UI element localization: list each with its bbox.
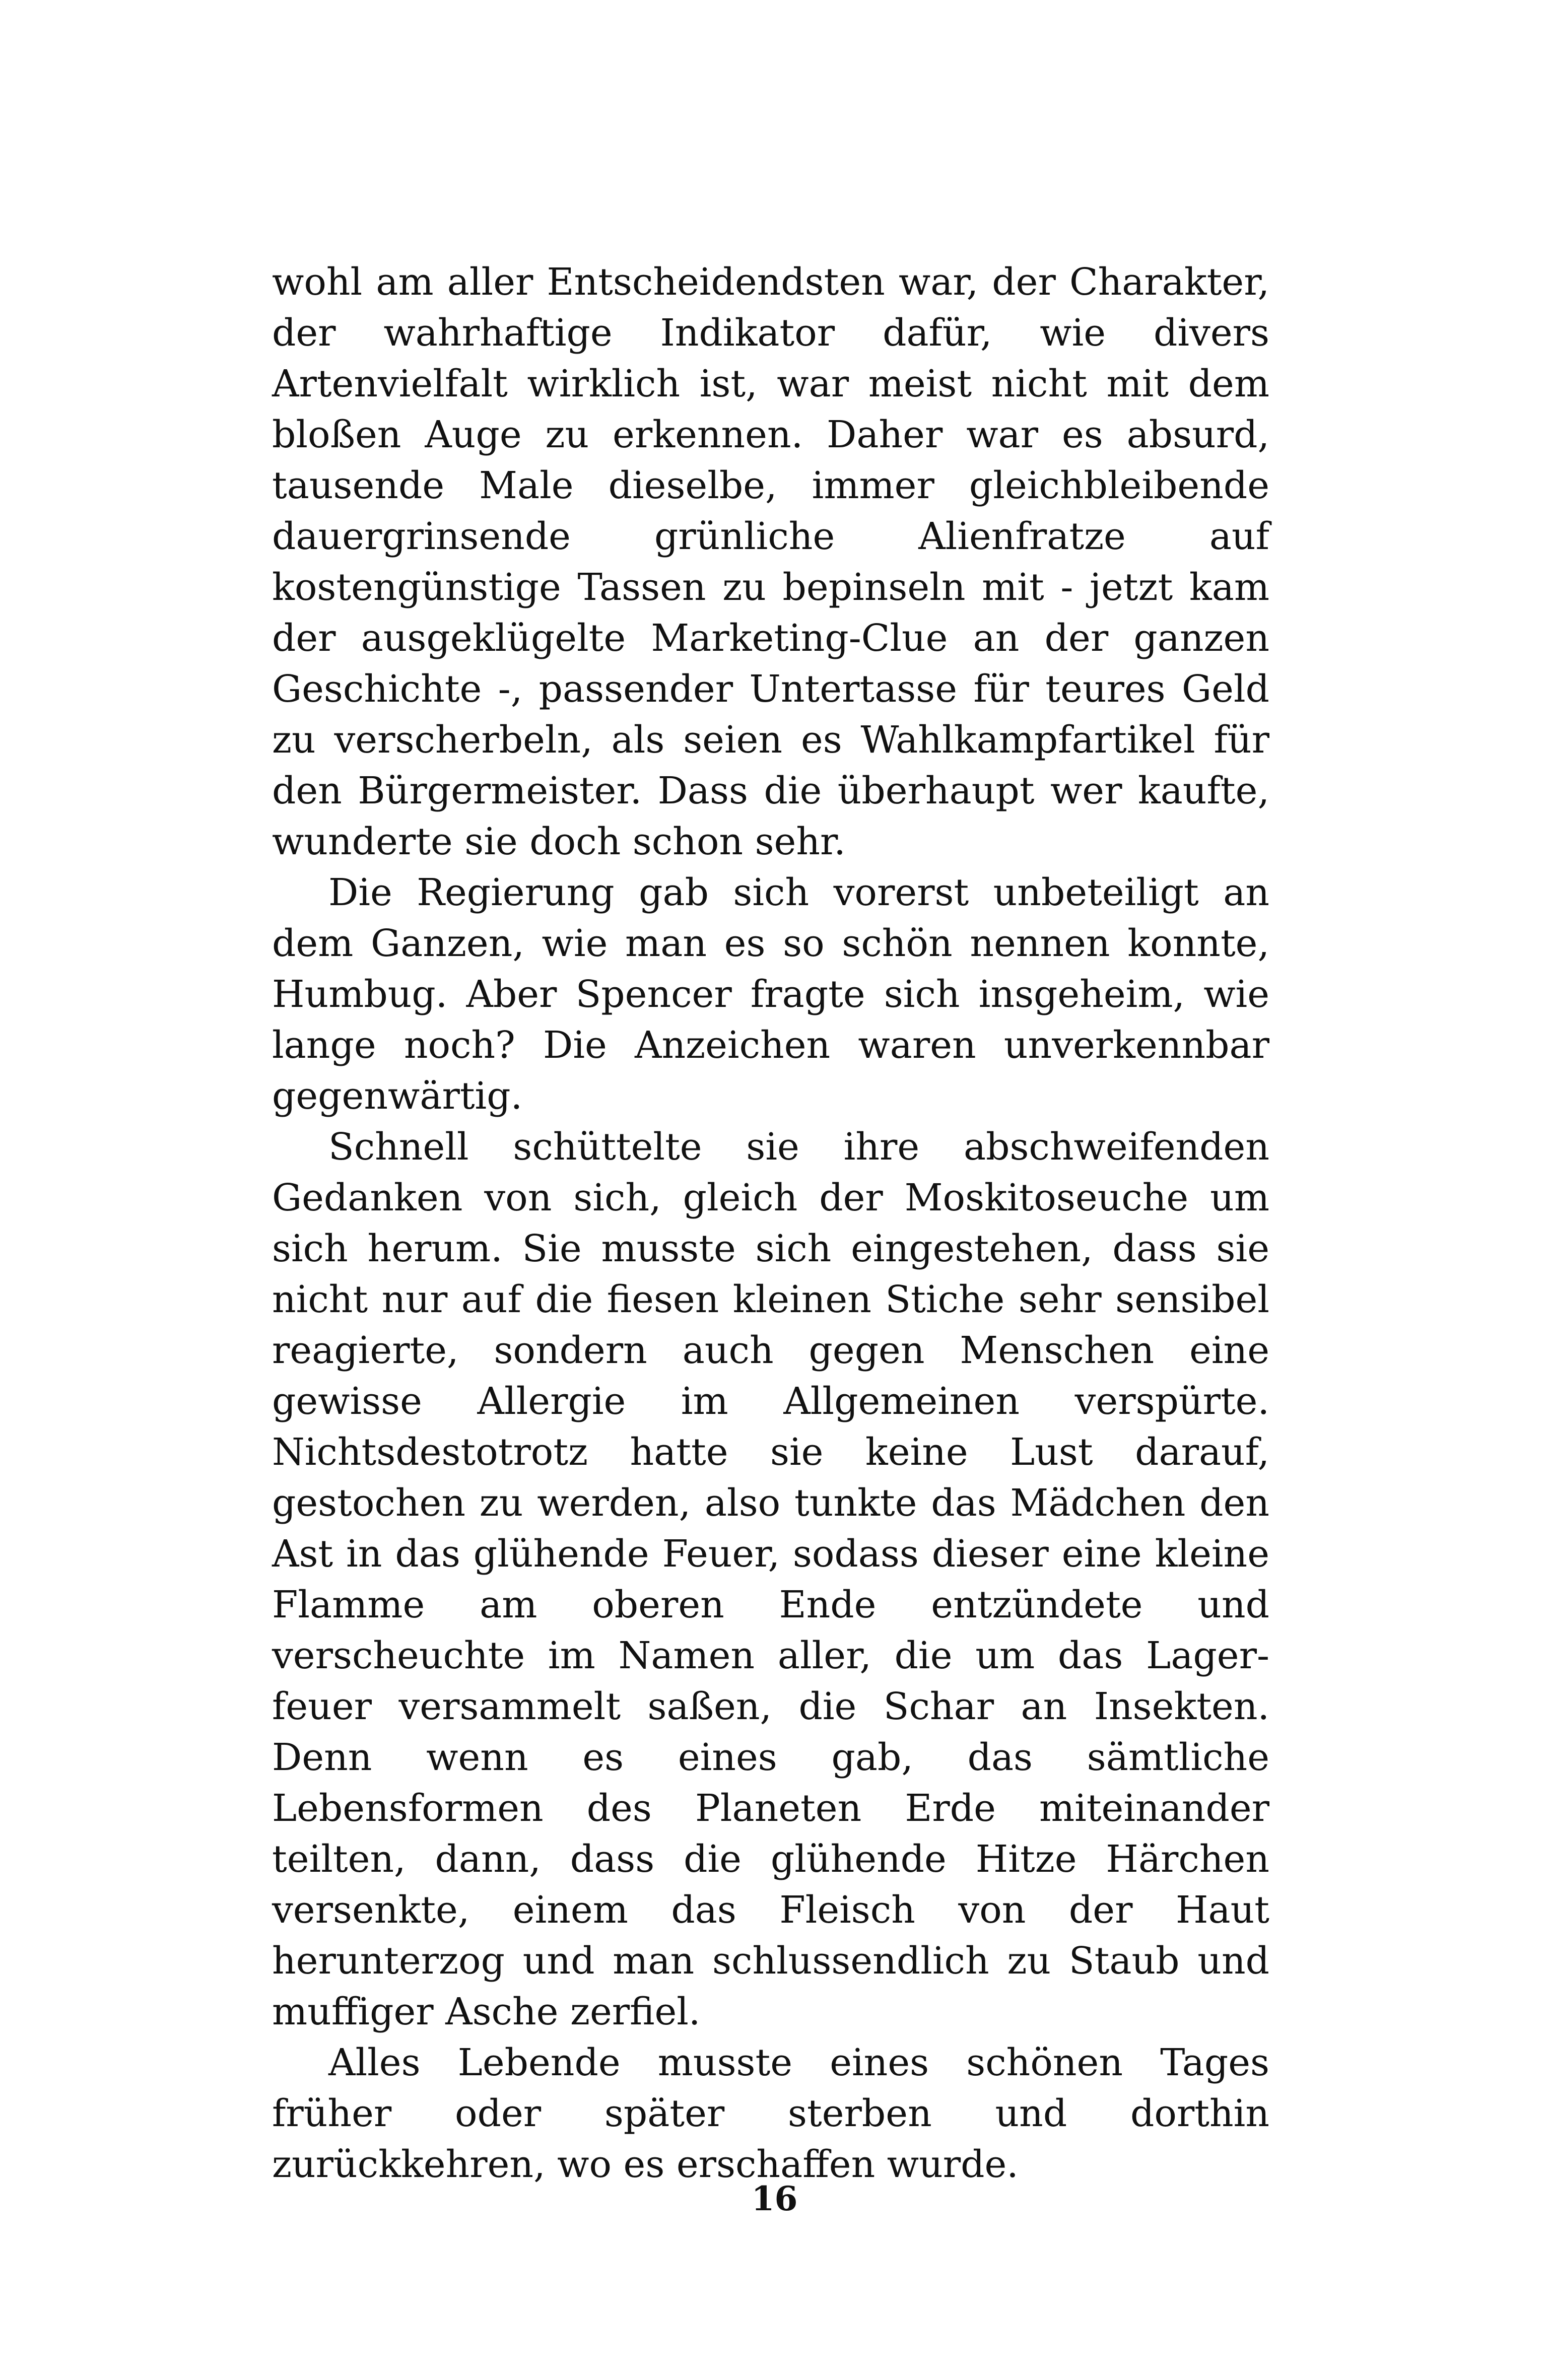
paragraph-1: wohl am aller Entscheidendsten war, der Charakter, der wahrhaftige Indikator dafür, wie divers Artenvielfalt wirklich ist, war meist nicht mit dem bloßen Auge zu erkennen. Daher war es absurd, tausende Male dieselbe, immer gleichbleibende dauergrinsende grünliche Alienfratze auf kostengünstige Tassen zu bepinseln mit - jetzt kam der ausgeklügelte Marketing-Clue an der ganzen Geschichte -, passender Untertasse für teures Geld zu verscherbeln, als seien es Wahlkampfartikel für den Bürgermeister. Dass die überhaupt wer kaufte, wunderte sie doch schon sehr.: [272, 260, 1269, 863]
paragraph-3: Schnell schüttelte sie ihre abschweifenden Gedanken von sich, gleich der Moskitoseuche um sich herum. Sie musste sich eingestehen, dass sie nicht nur auf die fiesen kleinen Stiche sehr sensibel reagierte, sondern auch gegen Menschen eine gewisse Allergie im Allgemeinen verspürte. Nichtsdestotrotz hatte sie keine Lust darauf, gestochen zu werden, also tunkte das Mädchen den Ast in das glühende Feuer, sodass dieser eine kleine Flamme am oberen Ende entzündete und verscheuchte im Namen aller, die um das Lagerfeuer versammelt saßen, die Schar an Insekten. Denn wenn es eines gab, das sämtliche Lebensformen des Planeten Erde miteinander teilten, dann, dass die glühende Hitze Härchen versenkte, einem das Fleisch von der Haut herunterzog und man schlussendlich zu Staub und muffiger Asche zerfiel.: [272, 1125, 1269, 2033]
body-text: [272, 257, 1269, 2190]
paragraph-4: Alles Lebende musste eines schönen Tages früher oder später sterben und dorthin zurückkehren, wo es erschaffen wurde.: [272, 2041, 1269, 2186]
page-number: 16: [751, 2179, 798, 2218]
paragraph-2: Die Regierung gab sich vorerst unbeteiligt an dem Ganzen, wie man es so schön nennen konnte, Humbug. Aber Spencer fragte sich insgeheim, wie lange noch? Die Anzeichen waren unverkennbar gegenwärtig.: [272, 871, 1269, 1118]
